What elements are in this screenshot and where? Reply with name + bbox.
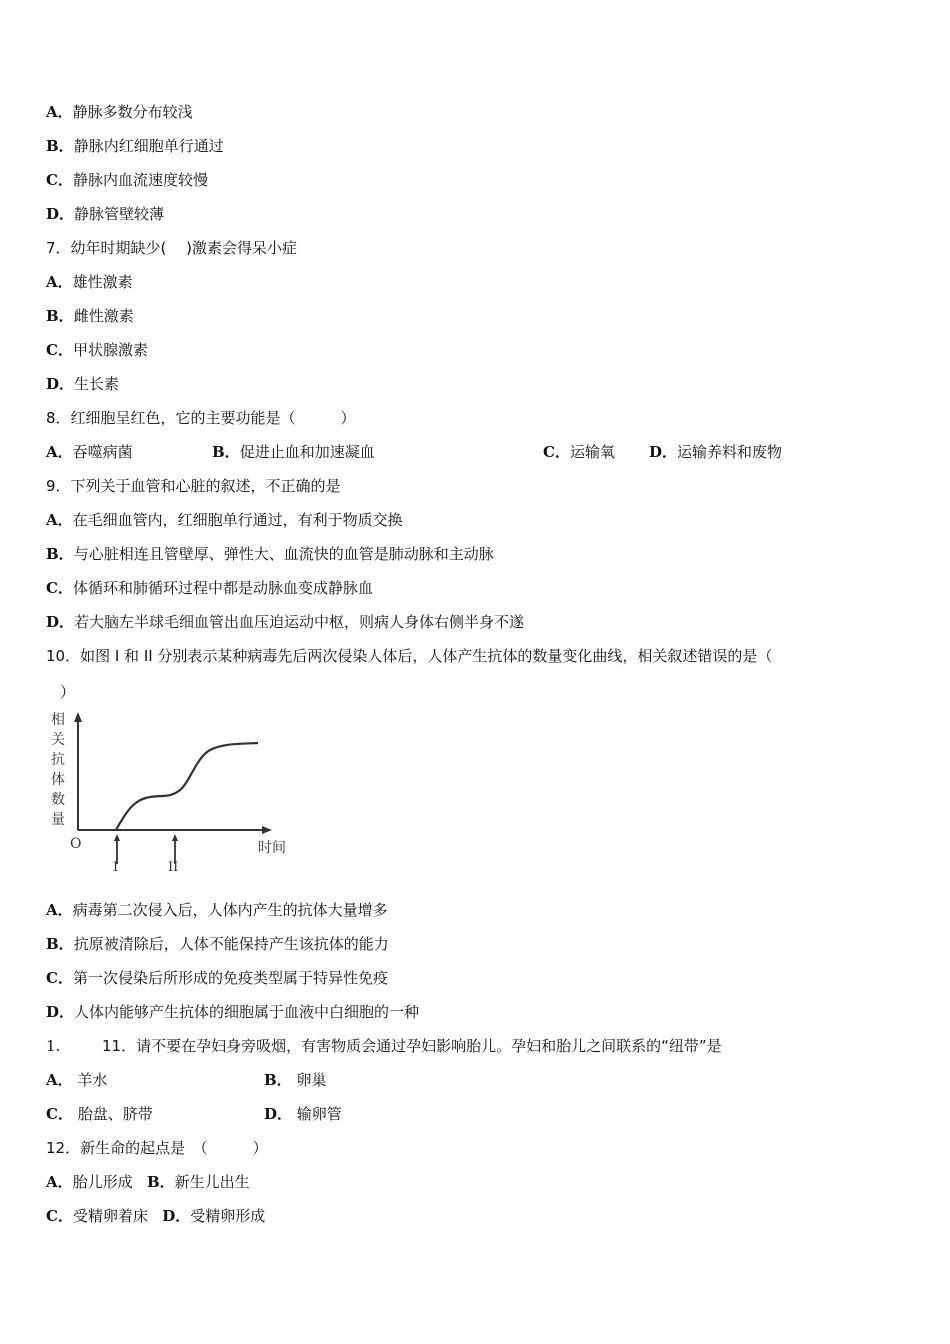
q8-option-c: C．运输氧	[543, 443, 615, 461]
mark-ii-label: II	[168, 860, 179, 875]
q11-stem: 11．请不要在孕妇身旁吸烟，有害物质会通过孕妇影响胎儿。孕妇和胎儿之间联系的“纽带”是	[102, 1037, 722, 1055]
y-label-char: 数	[51, 792, 65, 808]
x-axis-arrow	[262, 826, 272, 834]
q7-option-c: C．甲状腺激素	[46, 341, 148, 359]
q7-option-b: B．雌性激素	[46, 307, 134, 325]
q9-option-b: B．与心脏相连且管壁厚、弹性大、血流快的血管是肺动脉和主动脉	[46, 545, 494, 563]
q8-options-row	[46, 442, 906, 462]
q6-option-b: B．静脉内红细胞单行通过	[46, 137, 224, 155]
antibody-curve	[116, 743, 258, 830]
q10-stem: 10．如图 I 和 II 分别表示某种病毒先后两次侵染人体后，人体产生抗体的数量变化曲线，相关叙述错误的是（	[46, 647, 773, 665]
q11-stem-row	[46, 1036, 906, 1056]
q10-stem-continuation: ）	[60, 683, 76, 701]
q8-stem: 8．红细胞呈红色，它的主要功能是（ ）	[46, 409, 356, 427]
q12-options-row-2	[46, 1206, 265, 1226]
y-label-char: 量	[51, 812, 65, 828]
mark-i-label: I	[113, 860, 119, 875]
q7-stem: 7．幼年时期缺少( )激素会得呆小症	[46, 239, 298, 257]
q8-option-b: B．促进止血和加速凝血	[212, 443, 375, 461]
q10-option-d: D．人体内能够产生抗体的细胞属于血液中白细胞的一种	[46, 1003, 420, 1021]
q10-option-a: A．病毒第二次侵入后，人体内产生的抗体大量增多	[46, 901, 388, 919]
q12-option-b: B．新生儿出生	[146, 1173, 250, 1191]
y-axis-label	[51, 711, 65, 828]
mark-ii-arrowhead	[172, 834, 178, 841]
q8-option-d: D．运输养料和废物	[649, 443, 783, 461]
q6-option-a: A．静脉多数分布较浅	[46, 103, 193, 121]
y-axis-arrow	[74, 712, 82, 722]
q12-option-d: D．受精卵形成	[162, 1207, 266, 1225]
q11-option-d: D． 输卵管	[264, 1105, 342, 1123]
q9-stem: 9．下列关于血管和心脏的叙述，不正确的是	[46, 477, 341, 495]
y-label-char: 相	[51, 712, 65, 728]
q7-option-a: A．雄性激素	[46, 273, 133, 291]
q10-option-c: C．第一次侵染后所形成的免疫类型属于特异性免疫	[46, 969, 388, 987]
q10-option-b: B．抗原被清除后，人体不能保持产生该抗体的能力	[46, 935, 389, 953]
y-label-char: 关	[51, 732, 65, 748]
q11-option-c: C． 胎盘、脐带	[46, 1105, 153, 1123]
antibody-curve-figure	[44, 708, 304, 876]
q9-option-d: D．若大脑左半球毛细血管出血压迫运动中枢，则病人身体右侧半身不遂	[46, 613, 525, 631]
x-axis-label: 时间	[258, 840, 286, 856]
q9-option-a: A．在毛细血管内，红细胞单行通过，有利于物质交换	[46, 511, 403, 529]
q12-stem: 12．新生命的起点是 （ ）	[46, 1139, 268, 1157]
q6-option-d: D．静脉管壁较薄	[46, 205, 165, 223]
q9-option-c: C．体循环和肺循环过程中都是动脉血变成静脉血	[46, 579, 373, 597]
q11-option-a: A． 羊水	[46, 1071, 108, 1089]
q11-list-number: 1.	[46, 1037, 61, 1055]
y-label-char: 体	[51, 772, 65, 788]
q11-options-row-1	[46, 1070, 646, 1090]
mark-i-arrowhead	[114, 834, 120, 841]
y-label-char: 抗	[51, 752, 65, 768]
q12-option-a: A．胎儿形成	[46, 1173, 133, 1191]
origin-label: O	[70, 836, 82, 852]
q11-options-row-2	[46, 1104, 646, 1124]
q12-options-row-1	[46, 1172, 250, 1192]
q7-option-d: D．生长素	[46, 375, 120, 393]
q11-option-b: B． 卵巢	[264, 1071, 327, 1089]
q12-option-c: C．受精卵着床	[46, 1207, 148, 1225]
q6-option-c: C．静脉内血流速度较慢	[46, 171, 208, 189]
q8-option-a: A．吞噬病菌	[46, 443, 133, 461]
